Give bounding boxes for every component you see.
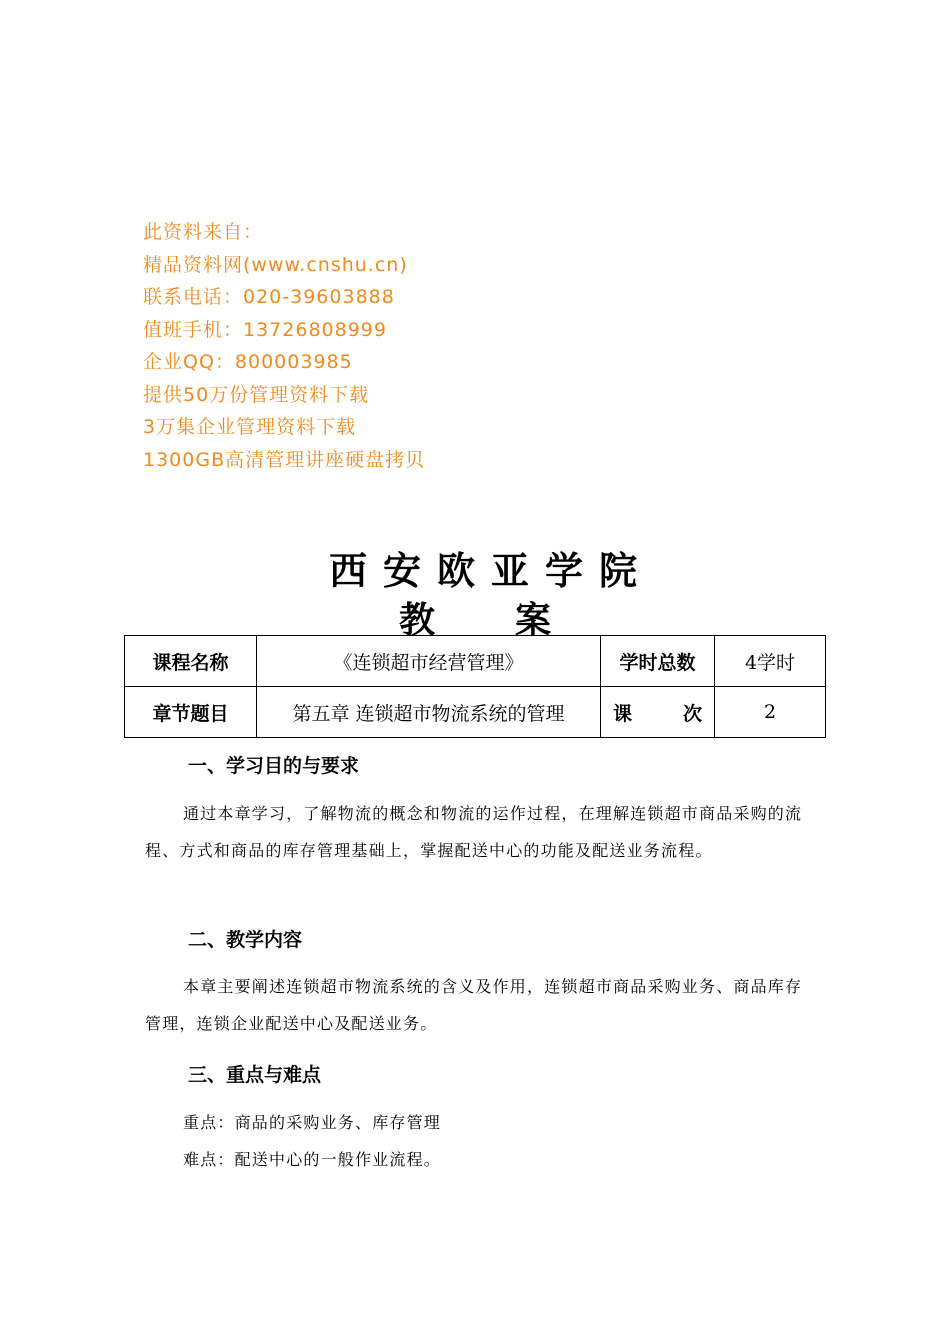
promo-line: 企业QQ：800003985	[143, 351, 353, 373]
session-label	[601, 687, 715, 738]
promo-line: 精品资料网(www.cnshu.cn)	[143, 253, 408, 276]
promo-line: 提供50万份管理资料下载	[143, 383, 370, 406]
section-heading: 一、学习目的与要求	[188, 755, 360, 777]
total-hours-label: 学时总数	[601, 636, 715, 687]
school-title: 西安欧亚学院	[328, 549, 653, 593]
course-name-value: 《连锁超市经营管理》	[257, 636, 601, 687]
section-paragraph: 本章主要阐述连锁超市物流系统的含义及作用，连锁超市商品采购业务、商品库存管理，连锁企业配送中心及配送业务。	[145, 977, 803, 1033]
session-label-char: 课	[613, 702, 633, 725]
promo-line: 此资料来自：	[143, 221, 264, 243]
promo-line: 值班手机：13726808999	[143, 318, 387, 341]
table-row	[125, 687, 826, 738]
chapter-label: 章节题目	[125, 687, 257, 738]
promo-line: 3万集企业管理资料下载	[143, 416, 357, 438]
course-info-table	[124, 635, 826, 738]
difficulty-line: 难点：配送中心的一般作业流程。	[183, 1150, 442, 1169]
course-name-label: 课程名称	[125, 636, 257, 687]
total-hours-value: 4学时	[715, 636, 826, 687]
section-paragraph: 通过本章学习，了解物流的概念和物流的运作过程，在理解连锁超市商品采购的流程、方式和商品的库存管理基础上，掌握配送中心的功能及配送业务流程。	[145, 804, 803, 860]
doc-type-char: 教	[398, 600, 435, 641]
chapter-value: 第五章 连锁超市物流系统的管理	[257, 687, 601, 738]
session-value: 2	[715, 687, 826, 738]
session-label-char: 次	[682, 702, 702, 725]
doc-type-char: 案	[515, 600, 552, 641]
table-row	[125, 636, 826, 687]
section-heading: 三、重点与难点	[188, 1064, 322, 1086]
promo-line: 1300GB高清管理讲座硬盘拷贝	[143, 448, 426, 471]
section-heading: 二、教学内容	[188, 929, 303, 951]
promo-line: 联系电话：020-39603888	[143, 286, 395, 308]
key-point-line: 重点：商品的采购业务、库存管理	[183, 1113, 442, 1132]
promo-block	[143, 216, 425, 476]
